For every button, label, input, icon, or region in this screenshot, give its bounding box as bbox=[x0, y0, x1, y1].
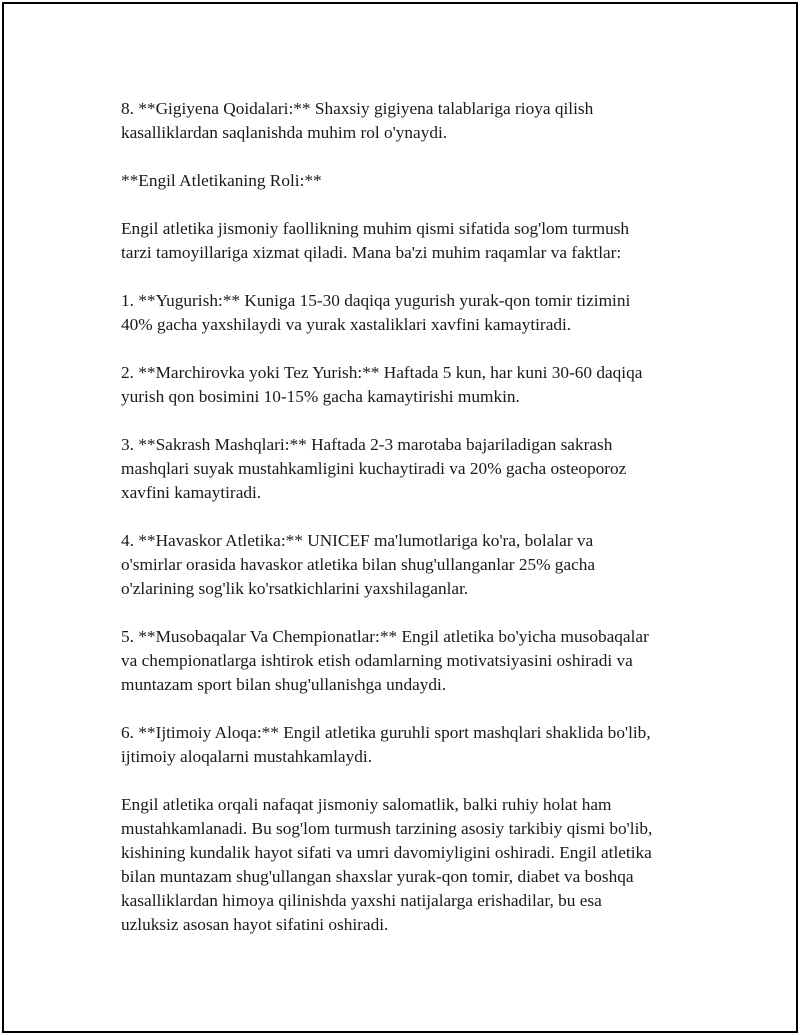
text-line: 6. **Ijtimoiy Aloqa:** Engil atletika guruhli sport mashqlari shaklida bo'lib, bbox=[121, 723, 651, 742]
list-item-walking bbox=[121, 361, 701, 409]
text-line: 4. **Havaskor Atletika:** UNICEF ma'lumotlariga ko'ra, bolalar va bbox=[121, 531, 594, 550]
text-line: mashqlari suyak mustahkamligini kuchaytiradi va 20% gacha osteoporoz bbox=[121, 459, 627, 478]
paragraph-conclusion bbox=[121, 793, 701, 937]
paragraph-hygiene-rules bbox=[121, 97, 701, 145]
text-line: uzluksiz asosan hayot sifatini oshiradi. bbox=[121, 915, 389, 934]
text-line: ijtimoiy aloqalarni mustahkamlaydi. bbox=[121, 747, 373, 766]
text-line: muntazam sport bilan shug'ullanishga undaydi. bbox=[121, 675, 447, 694]
text-line: o'zlarining sog'lik ko'rsatkichlarini yaxshilaganlar. bbox=[121, 579, 469, 598]
text-line: va chempionatlarga ishtirok etish odamlarning motivatsiyasini oshiradi va bbox=[121, 651, 633, 670]
text-line: kishining kundalik hayot sifati va umri davomiyligini oshiradi. Engil atletika bbox=[121, 843, 652, 862]
text-line: Engil atletika orqali nafaqat jismoniy salomatlik, balki ruhiy holat ham bbox=[121, 795, 612, 814]
paragraph-intro bbox=[121, 217, 701, 265]
text-line: kasalliklardan himoya qilinishda yaxshi natijalarga erishadilar, bu esa bbox=[121, 891, 602, 910]
text-line: o'smirlar orasida havaskor atletika bilan shug'ullanganlar 25% gacha bbox=[121, 555, 596, 574]
list-item-jumping bbox=[121, 433, 701, 505]
text-line: **Engil Atletikaning Roli:** bbox=[121, 171, 322, 190]
list-item-running bbox=[121, 289, 701, 337]
list-item-amateur-athletics bbox=[121, 529, 701, 601]
text-line: mustahkamlanadi. Bu sog'lom turmush tarzining asosiy tarkibiy qismi bo'lib, bbox=[121, 819, 653, 838]
text-line: 8. **Gigiyena Qoidalari:** Shaxsiy gigiyena talablariga rioya qilish bbox=[121, 99, 594, 118]
list-item-social-connection bbox=[121, 721, 701, 769]
text-line: 2. **Marchirovka yoki Tez Yurish:** Haftada 5 kun, har kuni 30-60 daqiqa bbox=[121, 363, 643, 382]
text-line: bilan muntazam shug'ullangan shaxslar yurak-qon tomir, diabet va boshqa bbox=[121, 867, 634, 886]
text-line: tarzi tamoyillariga xizmat qiladi. Mana ba'zi muhim raqamlar va faktlar: bbox=[121, 243, 622, 262]
section-heading-athletics-role bbox=[121, 169, 701, 193]
page-frame bbox=[2, 2, 798, 1033]
text-line: Engil atletika jismoniy faollikning muhim qismi sifatida sog'lom turmush bbox=[121, 219, 630, 238]
text-line: 1. **Yugurish:** Kuniga 15-30 daqiqa yugurish yurak-qon tomir tizimini bbox=[121, 291, 631, 310]
text-line: kasalliklardan saqlanishda muhim rol o'ynaydi. bbox=[121, 123, 448, 142]
text-line: 40% gacha yaxshilaydi va yurak xastaliklari xavfini kamaytiradi. bbox=[121, 315, 572, 334]
text-line: xavfini kamaytiradi. bbox=[121, 483, 262, 502]
list-item-competitions bbox=[121, 625, 701, 697]
text-line: 5. **Musobaqalar Va Chempionatlar:** Engil atletika bo'yicha musobaqalar bbox=[121, 627, 649, 646]
text-line: 3. **Sakrash Mashqlari:** Haftada 2-3 marotaba bajariladigan sakrash bbox=[121, 435, 613, 454]
text-line: yurish qon bosimini 10-15% gacha kamaytirishi mumkin. bbox=[121, 387, 520, 406]
document-body bbox=[121, 97, 701, 961]
